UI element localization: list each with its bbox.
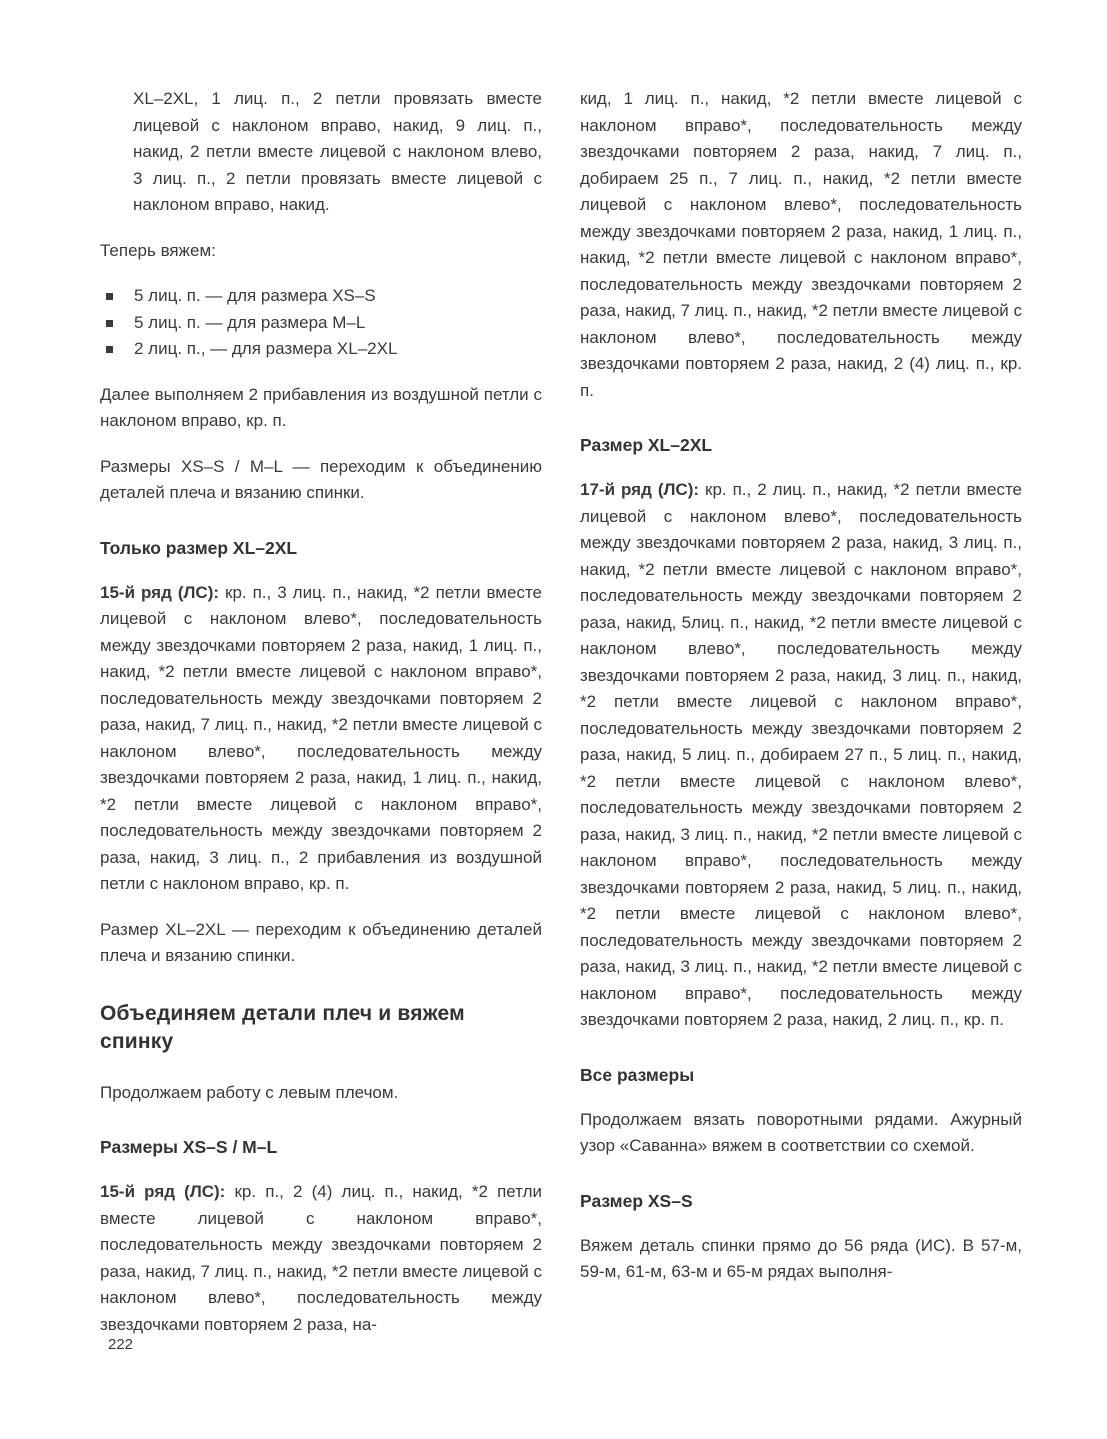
list-item-label: 5 лиц. п. — для размера M–L	[134, 312, 366, 332]
row-label: 15-й ряд (ЛС):	[100, 582, 220, 602]
paragraph-row15-ml-continuation: кид, 1 лиц. п., накид, *2 петли вместе лицевой с наклоном вправо*, последовательность между звездочками повторяем 2 раза, накид, 7 лиц. п., добираем 25 п., 7 лиц. п., накид, *2 петли вместе лицевой с наклоном влево*, последовательность между звездочками повторяем 2 раза, накид, 1 лиц. п., накид, *2 петли вместе лицевой с наклоном вправо*, последовательность между звездочками повторяем 2 раза, накид, 7 лиц. п., накид, *2 петли вместе лицевой с наклоном влево*, последовательность между звездочками повторяем 2 раза, накид, 2 (4) лиц. п., кр. п.	[580, 89, 1022, 400]
paragraph-continued-instruction: XL–2XL, 1 лиц. п., 2 петли провязать вместе лицевой с наклоном вправо, накид, 9 лиц. п., накид, 2 петли вместе лицевой с наклоном влево, 3 лиц. п., 2 петли провязать вместе лицевой с наклоном вправо, накид.	[133, 89, 542, 214]
paragraph-row15-xl	[100, 580, 542, 898]
heading-only-size-xl2xl: Только размер XL–2XL	[100, 537, 298, 558]
row-instructions: кр. п., 3 лиц. п., накид, *2 петли вместе лицевой с наклоном влево*, последовательность между звездочками повторяем 2 раза, накид, 1 лиц. п., накид, *2 петли вместе лицевой с наклоном вправо*, последовательность между звездочками повторяем 2 раза, накид, 7 лиц. п., накид, *2 петли вместе лицевой с наклоном влево*, последовательность между звездочками повторяем 2 раза, накид, 1 лиц. п., накид, *2 петли вместе лицевой с наклоном вправо*, последовательность между звездочками повторяем 2 раза, накид, 3 лиц. п., 2 прибавления из воздушной петли с наклоном вправо, кр. п.	[100, 582, 542, 893]
row-instructions: кр. п., 2 лиц. п., накид, *2 петли вместе лицевой с наклоном влево*, последовательность между звездочками повторяем 2 раза, накид, 3 лиц. п., накид, *2 петли вместе лицевой с наклоном вправо*, последовательность между звездочками повторяем 2 раза, накид, 5лиц. п., накид, *2 петли вместе лицевой с наклоном влево*, последовательность между звездочками повторяем 2 раза, накид, 3 лиц. п., накид, *2 петли вместе лицевой с наклоном вправо*, последовательность между звездочками повторяем 2 раза, накид, 5 лиц. п., добираем 27 п., 5 лиц. п., накид, *2 петли вместе лицевой с наклоном влево*, последовательность между звездочками повторяем 2 раза, накид, 3 лиц. п., накид, *2 петли вместе лицевой с наклоном вправо*, последовательность между звездочками повторяем 2 раза, накид, 5 лиц. п., накид, *2 петли вместе лицевой с наклоном влево*, последовательность между звездочками повторяем 2 раза, накид, 3 лиц. п., накид, *2 петли вместе лицевой с наклоном вправо*, последовательность между звездочками повторяем 2 раза, накид, 2 лиц. п., кр. п.	[580, 480, 1022, 1029]
list-item	[100, 310, 542, 337]
bullet-square-icon	[106, 320, 113, 327]
heading-all-sizes: Все размеры	[580, 1064, 695, 1085]
list-item-label: 2 лиц. п., — для размера XL–2XL	[134, 339, 398, 358]
list-item	[100, 336, 542, 363]
paragraph-now-we-knit: Теперь вяжем:	[100, 240, 216, 260]
bullet-square-icon	[106, 346, 113, 353]
size-bullet-list	[100, 283, 542, 363]
list-item	[100, 283, 542, 310]
paragraph-row15-ml	[100, 1179, 542, 1338]
paragraph-all-sizes: Продолжаем вязать поворотными рядами. Ажурный узор «Саванна» вяжем в соответствии со схемой.	[580, 1109, 1022, 1155]
paragraph-xl-transition: Размер XL–2XL — переходим к объединению деталей плеча и вязанию спинки.	[100, 919, 542, 965]
page-number: 222	[108, 1336, 134, 1353]
row-label: 17-й ряд (ЛС):	[580, 480, 700, 499]
heading-size-xl2xl: Размер XL–2XL	[580, 435, 713, 455]
paragraph-sizes-transition: Размеры XS–S / M–L — переходим к объединению деталей плеча и вязанию спинки.	[100, 456, 542, 502]
paragraph-row17-xl	[580, 477, 1022, 1034]
paragraph-back-xss: Вяжем деталь спинки прямо до 56 ряда (ИС). В 57-м, 59-м, 61-м, 63-м и 65-м рядах выполня-	[580, 1235, 1022, 1281]
paragraph-increases: Далее выполняем 2 прибавления из воздушной петли с наклоном вправо, кр. п.	[100, 384, 542, 430]
row-label: 15-й ряд (ЛС):	[100, 1182, 226, 1201]
paragraph-continue-left-shoulder: Продолжаем работу с левым плечом.	[100, 1082, 399, 1102]
text-column-left	[100, 86, 542, 1357]
two-column-layout	[100, 86, 1023, 1357]
text-column-right	[580, 86, 1022, 1357]
list-item-label: 5 лиц. п. — для размера XS–S	[134, 286, 376, 305]
bullet-square-icon	[106, 293, 113, 300]
row-instructions: кр. п., 2 (4) лиц. п., накид, *2 петли вместе лицевой с наклоном вправо*, последовательность между звездочками повторяем 2 раза, накид, 7 лиц. п., накид, *2 петли вместе лицевой с наклоном влево*, последовательность между звездочками повторяем 2 раза, на-	[100, 1182, 543, 1334]
heading-join-shoulders-back: Объединяем детали плеч и вяжем спинку	[100, 1001, 465, 1053]
heading-size-xss: Размер XS–S	[580, 1190, 693, 1211]
heading-sizes-xss-ml: Размеры XS–S / M–L	[100, 1137, 278, 1157]
